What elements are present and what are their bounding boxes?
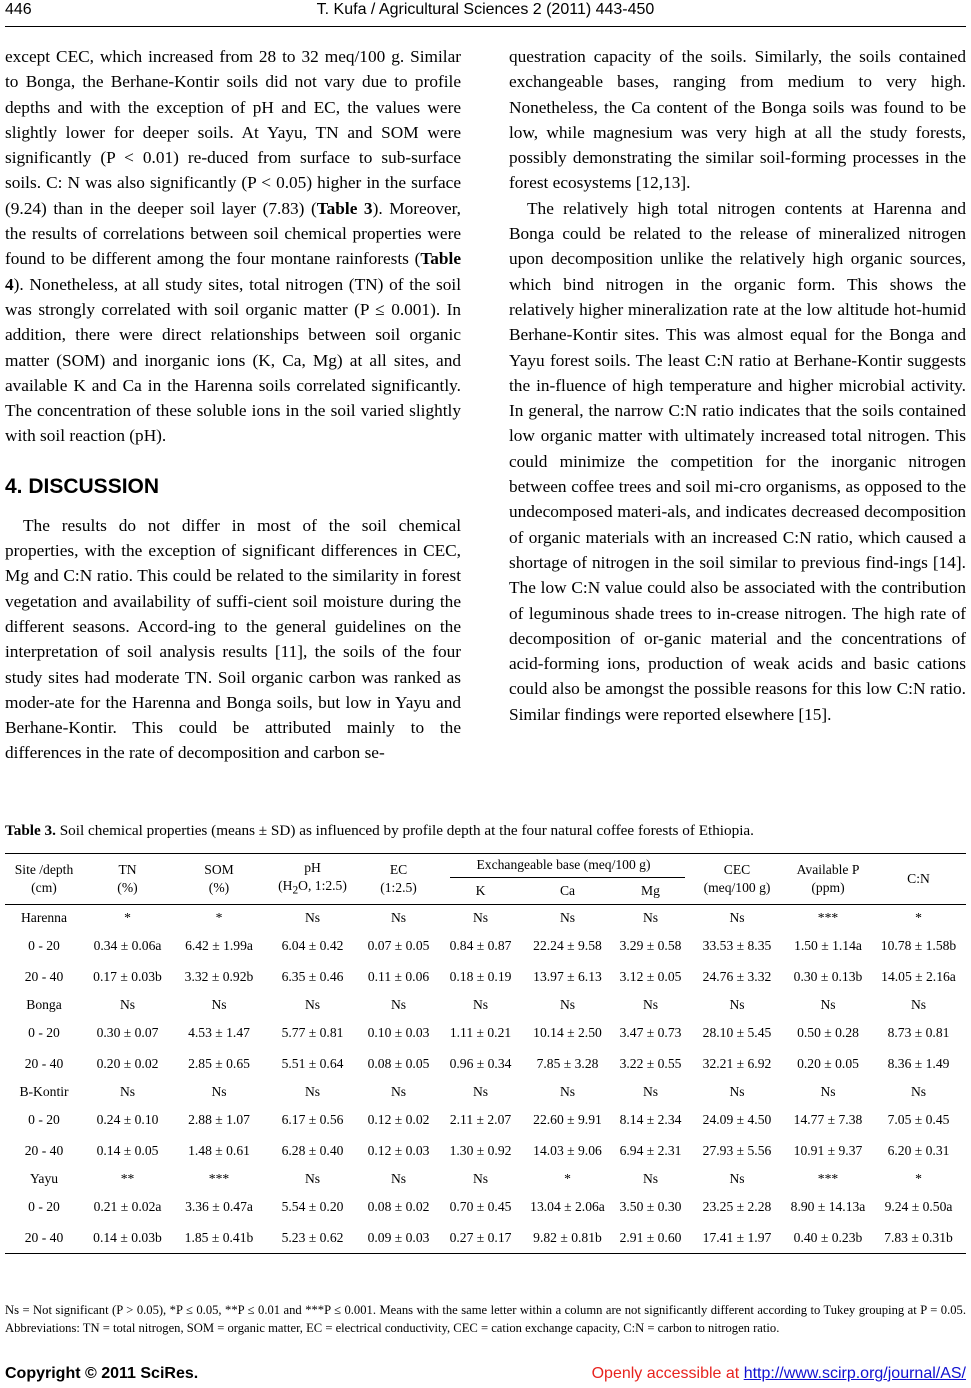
cell-k: 0.18 ± 0.19 [449, 968, 512, 984]
cell-avp: 0.50 ± 0.28 [797, 1024, 859, 1040]
col-ph: pH ($H_2O$, 1:2.5) [266, 854, 359, 905]
cell-tn: 0.34 ± 0.06a [93, 937, 162, 953]
col-k: K [438, 878, 523, 905]
cell-tn: 0.20 ± 0.02 [96, 1055, 159, 1071]
cell-cec: 28.10 ± 5.45 [702, 1024, 772, 1040]
cell-ca: 7.85 ± 3.28 [536, 1055, 599, 1071]
cell-cec: 23.25 ± 2.28 [702, 1198, 772, 1214]
cell-cn: 8.73 ± 0.81 [887, 1024, 950, 1040]
cell-som: *** [208, 1170, 230, 1186]
cell-ec: Ns [390, 1170, 407, 1186]
cell-ph: 5.54 ± 0.20 [281, 1198, 344, 1214]
cell-tn: 0.14 ± 0.03b [83, 1222, 172, 1254]
cell-site: 0 - 20 [28, 937, 60, 953]
cell-site: 0 - 20 [28, 1198, 60, 1214]
header-rule [5, 26, 966, 27]
cell-ph: Ns [304, 1170, 321, 1186]
cell-site: Yayu [29, 1170, 59, 1186]
cell-cec: 27.93 ± 5.56 [702, 1142, 772, 1158]
cell-cec: Ns [729, 1170, 745, 1186]
cell-mg: 8.14 ± 2.34 [619, 1111, 682, 1127]
cell-k: Ns [472, 909, 489, 925]
cell-cec: Ns [729, 909, 745, 925]
cell-ec: Ns [390, 909, 407, 925]
cell-ca: * [564, 1170, 571, 1186]
cell-mg: Ns [642, 1083, 659, 1099]
cell-cn: 6.20 ± 0.31 [887, 1142, 950, 1158]
cell-ec: 0.08 ± 0.05 [367, 1055, 430, 1071]
col-mg: Mg [612, 878, 689, 905]
table-row [5, 1135, 966, 1166]
cell-avp: Ns [820, 996, 836, 1012]
cell-ec: 0.11 ± 0.06 [367, 968, 430, 984]
cell-cn: 8.36 ± 1.49 [887, 1055, 950, 1071]
cell-k: 2.11 ± 2.07 [449, 1111, 512, 1127]
cell-mg: 3.50 ± 0.30 [619, 1198, 682, 1214]
cell-site: 20 - 40 [24, 1055, 64, 1071]
cell-avp: 10.91 ± 9.37 [793, 1142, 863, 1158]
cell-cec: 24.76 ± 3.32 [702, 968, 772, 984]
cell-tn: 0.14 ± 0.05 [96, 1142, 159, 1158]
cell-ca: Ns [559, 996, 576, 1012]
cell-site: 20 - 40 [24, 968, 64, 984]
col-tn: TN (%) [83, 854, 172, 905]
cell-cec: 17.41 ± 1.97 [689, 1222, 785, 1254]
cell-ec: 0.10 ± 0.03 [367, 1024, 430, 1040]
cell-cn: Ns [910, 1083, 927, 1099]
cell-avp: 0.30 ± 0.13b [793, 968, 863, 984]
table-row [5, 930, 966, 961]
cell-avp: *** [817, 1170, 839, 1186]
cell-ph: 6.04 ± 0.42 [281, 937, 344, 953]
cell-k: Ns [472, 996, 489, 1012]
cell-ph: 6.28 ± 0.40 [281, 1142, 344, 1158]
cell-tn: ** [120, 1170, 135, 1186]
table-group-row [5, 992, 966, 1017]
discussion-paragraph-continued: questration capacity of the soils. Similarly, the soils contained exchangeable bases, ranging from medium to very high. Nonetheless, the Ca content of the Bonga soils was found to be low, while magnesium was very high at all the study forests, possibly demonstrating the similar soil-forming processes in the forest ecosystems [12,13]. [509, 47, 966, 193]
col-site: Site /depth (cm) [5, 854, 83, 905]
cell-k: 0.96 ± 0.34 [449, 1055, 512, 1071]
results-paragraph: except CEC, which increased from 28 to 32 meq/100 g. Similar to Bonga, the Berhane-Kontir soils did not vary due to profile depths and with the exception of pH and EC, the values were slightly lower for deeper soils. At Yayu, TN and SOM were significantly (P < 0.01) re-duced from surface to sub-surface soils. C: N was also significantly (P < 0.05) higher in the surface (9.24) than in the deeper soil layer (7.83) (Table 3). Moreover, the results of correlations between soil chemical properties were found to be different among the four montane rainforests (Table 4). Nonetheless, at all study sites, total nitrogen (TN) of the soil was strongly correlated with soil organic matter (P ≤ 0.001). In addition, there were direct relationships between soil organic matter (SOM) and inorganic ions (K, Ca, Mg) at all sites, and available K and Ca in the Harenna soils correlated significantly. The concentration of these soluble ions in the soil varied slightly with soil reaction (pH). [5, 47, 461, 446]
cell-site: 0 - 20 [28, 1024, 60, 1040]
table-row [5, 1191, 966, 1222]
cell-tn: 0.21 ± 0.02a [93, 1198, 162, 1214]
cell-som: Ns [211, 1083, 227, 1099]
cell-site: Harenna [20, 909, 68, 925]
cell-ca: Ns [559, 1083, 576, 1099]
cell-som: 2.88 ± 1.07 [188, 1111, 250, 1127]
cell-ca: 22.24 ± 9.58 [533, 937, 602, 953]
cell-cn: 10.78 ± 1.58b [880, 937, 957, 953]
cell-ec: 0.07 ± 0.05 [367, 937, 430, 953]
cell-ca: 22.60 ± 9.91 [533, 1111, 602, 1127]
cell-ph: 5.23 ± 0.62 [266, 1222, 359, 1254]
cell-ec: Ns [390, 1083, 407, 1099]
cell-ca: 13.97 ± 6.13 [533, 968, 602, 984]
cell-k: 0.27 ± 0.17 [438, 1222, 523, 1254]
cell-ec: 0.12 ± 0.02 [367, 1111, 430, 1127]
cell-som: * [215, 909, 223, 925]
cell-mg: Ns [642, 909, 659, 925]
open-access-note: Openly accessible at http://www.scirp.org/journal/AS/ [591, 1365, 966, 1382]
table-group-row [5, 905, 966, 931]
discussion-paragraph-2: The relatively high total nitrogen contents at Harenna and Bonga could be related to the release of mineralized nitrogen upon decomposition unlike the relatively high organic sources, which bind nitrogen in the organic form. This shows the relatively higher mineralization rate at the low altitude hot-humid Berhane-Kontir sites. This was almost equal for the Bonga and Yayu forest soils. The least C:N ratio at Berhane-Kontir suggests the in-fluence of high temperature and higher microbial activity. In general, the narrow C:N ratio indicates that the soils contained low organic matter with ultimately increased total nitrogen. This could minimize the competition for the inorganic nitrogen between coffee trees and soil mi-cro organisms, as opposed to the undecomposed materi-als, and indicates decreased decomposition of organic materials with an increased C:N ratio, which caused a shortage of nitrogen in the soil similar to previous find-ings [14]. The low C:N value could also be associated with the contribution of leguminous shade trees to in-crease nitrogen. The high rate of decomposition of or-ganic material and the concentrations of acid-forming ions, production of weak acids and basic cations could also be amongst the possible reasons for this low C:N ratio. Similar findings were reported elsewhere [15]. [509, 198, 966, 724]
table-group-row [5, 1079, 966, 1104]
cell-som: 6.42 ± 1.99a [185, 937, 253, 953]
table-4-ref[interactable]: Table 4 [5, 249, 461, 294]
running-header [0, 0, 971, 24]
table-row [5, 1222, 966, 1254]
cell-ca: 14.03 ± 9.06 [533, 1142, 602, 1158]
cell-ph: Ns [304, 1083, 321, 1099]
cell-mg: 3.47 ± 0.73 [619, 1024, 682, 1040]
cell-k: Ns [472, 1083, 489, 1099]
cell-ph: 6.35 ± 0.46 [281, 968, 344, 984]
page-number: 446 [5, 1, 32, 18]
col-exchangeable-base: Exchangeable base (meq/100 g) [438, 854, 689, 879]
cell-site: Bonga [26, 996, 62, 1012]
cell-tn: Ns [119, 996, 136, 1012]
col-ec: EC (1:2.5) [359, 854, 438, 905]
cell-site: B-Kontir [19, 1083, 69, 1099]
table-row [5, 1048, 966, 1079]
cell-som: 3.36 ± 0.47a [185, 1198, 253, 1214]
cell-som: 1.48 ± 0.61 [188, 1142, 250, 1158]
cell-ca: Ns [559, 909, 576, 925]
cell-cn: 7.05 ± 0.45 [887, 1111, 950, 1127]
cell-cn: Ns [910, 996, 927, 1012]
cell-site: 20 - 40 [24, 1142, 64, 1158]
cell-tn: 0.17 ± 0.03b [93, 968, 162, 984]
cell-k: Ns [472, 1170, 489, 1186]
cell-ec: 0.12 ± 0.03 [367, 1142, 430, 1158]
table-row [5, 961, 966, 992]
cell-som: 2.85 ± 0.65 [188, 1055, 250, 1071]
col-ca: Ca [523, 878, 612, 905]
cell-k: 1.30 ± 0.92 [449, 1142, 512, 1158]
cell-mg: 2.91 ± 0.60 [612, 1222, 689, 1254]
col-available-p: Available P (ppm) [785, 854, 871, 905]
col-cec: CEC (meq/100 g) [689, 854, 785, 905]
cell-cec: 33.53 ± 8.35 [702, 937, 772, 953]
cell-ec: Ns [390, 996, 407, 1012]
cell-ec: 0.09 ± 0.03 [359, 1222, 438, 1254]
cell-mg: 6.94 ± 2.31 [619, 1142, 682, 1158]
cell-site: 0 - 20 [28, 1111, 60, 1127]
cell-avp: Ns [820, 1083, 836, 1099]
cell-ca: 9.82 ± 0.81b [523, 1222, 612, 1254]
cell-mg: 3.12 ± 0.05 [619, 968, 682, 984]
cell-ph: 5.51 ± 0.64 [281, 1055, 344, 1071]
cell-ph: Ns [304, 909, 321, 925]
discussion-paragraph-1: The results do not differ in most of the soil chemical properties, with the exception of significant differences in CEC, Mg and C:N ratio. This could be related to the similarity in forest vegetation and availability of suffi-cient soil moisture during the different seasons. Accord-ing to the general guidelines on the interpretation of soil analysis results [11], the soils of the four study sites had moderate TN. Soil organic carbon was ranked as moder-ate for the Harenna and Bonga soils, but low in Yayu and Berhane-Kontir. This could be attributed mainly to the differences in the rate of decomposition and carbon se- [5, 515, 461, 763]
cell-k: 1.11 ± 0.21 [449, 1024, 512, 1040]
right-column [509, 44, 966, 727]
cell-avp: 14.77 ± 7.38 [793, 1111, 863, 1127]
table-row [5, 1017, 966, 1048]
table-footnote: Ns = Not significant (P > 0.05), *P ≤ 0.05, **P ≤ 0.01 and ***P ≤ 0.001. Means with the same letter within a column are not significantly different according to Tukey grouping at P = 0.05. Abbreviations: TN = total nitrogen, SOM = organic matter, EC = electrical conductivity, CEC = cation exchange capacity, C:N = carbon to nitrogen ratio. [5, 1303, 966, 1335]
section-heading: 4. DISCUSSION [5, 474, 160, 498]
cell-mg: 3.29 ± 0.58 [619, 937, 682, 953]
cell-som: 3.32 ± 0.92b [184, 968, 254, 984]
running-title: T. Kufa / Agricultural Sciences 2 (2011) 443-450 [316, 1, 655, 18]
soil-properties-table [5, 853, 966, 1254]
cell-ph: 6.17 ± 0.56 [281, 1111, 344, 1127]
cell-cec: Ns [729, 996, 745, 1012]
cell-cn: * [915, 1170, 922, 1186]
cell-avp: 1.50 ± 1.14a [794, 937, 862, 953]
cell-cec: Ns [729, 1083, 745, 1099]
cell-ca: 10.14 ± 2.50 [533, 1024, 602, 1040]
cell-tn: 0.30 ± 0.07 [96, 1024, 159, 1040]
cell-cec: 32.21 ± 6.92 [702, 1055, 772, 1071]
table-label: Table 3. [5, 822, 56, 839]
cell-ph: Ns [304, 996, 321, 1012]
table-group-row [5, 1166, 966, 1191]
cell-site: 20 - 40 [5, 1222, 83, 1254]
cell-som: 4.53 ± 1.47 [188, 1024, 250, 1040]
table-row [5, 1104, 966, 1135]
copyright: Copyright © 2011 SciRes. [5, 1365, 199, 1382]
cell-ec: 0.08 ± 0.02 [367, 1198, 430, 1214]
cell-mg: Ns [642, 996, 659, 1012]
cell-mg: 3.22 ± 0.55 [619, 1055, 682, 1071]
cell-cn: * [915, 909, 922, 925]
table-caption: Table 3. Soil chemical properties (means ± SD) as influenced by profile depth at the four natural coffee forests of Ethiopia. [5, 822, 754, 839]
cell-ph: 5.77 ± 0.81 [281, 1024, 344, 1040]
cell-avp: 8.90 ± 14.13a [790, 1198, 866, 1214]
cell-tn: 0.24 ± 0.10 [96, 1111, 159, 1127]
cell-som: Ns [211, 996, 227, 1012]
table-3-ref[interactable]: Table 3 [316, 198, 373, 218]
cell-tn: * [124, 909, 131, 925]
cell-avp: 0.40 ± 0.23b [785, 1222, 871, 1254]
cell-avp: 0.20 ± 0.05 [797, 1055, 859, 1071]
col-cn: C:N [871, 854, 966, 905]
left-column [5, 44, 461, 766]
cell-ca: 13.04 ± 2.06a [530, 1198, 605, 1214]
cell-tn: Ns [119, 1083, 136, 1099]
cell-som: 1.85 ± 0.41b [172, 1222, 266, 1254]
cell-cec: 24.09 ± 4.50 [702, 1111, 772, 1127]
col-som: SOM (%) [172, 854, 266, 905]
cell-k: 0.70 ± 0.45 [449, 1198, 512, 1214]
cell-k: 0.84 ± 0.87 [449, 937, 512, 953]
cell-avp: *** [817, 909, 839, 925]
cell-cn: 9.24 ± 0.50a [884, 1198, 953, 1214]
cell-mg: Ns [642, 1170, 659, 1186]
journal-link[interactable]: http://www.scirp.org/journal/AS/ [743, 1365, 966, 1382]
cell-cn: 7.83 ± 0.31b [871, 1222, 966, 1254]
cell-cn: 14.05 ± 2.16a [881, 968, 956, 984]
